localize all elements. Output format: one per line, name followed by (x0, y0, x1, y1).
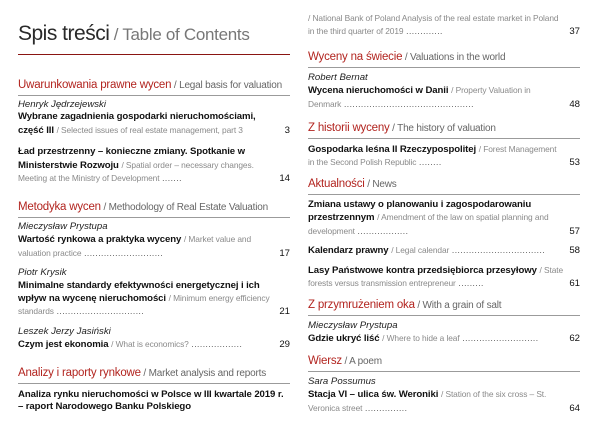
toc-entry[interactable]: Gospodarka leśna II Rzeczypospolitej / Forest Management in the Second Polish Republic ........ 53 (308, 144, 580, 169)
entry-author: Mieczysław Prystupa (18, 221, 108, 232)
section-rule (18, 95, 290, 96)
entry-subtitle: Property Valuation in Denmark (308, 85, 531, 109)
entry-title: Kalendarz prawny (308, 245, 389, 257)
page-title (18, 22, 290, 52)
entry-author: Piotr Krysik (18, 267, 67, 279)
section-heading: Z przymrużeniem oka / With a grain of salt (308, 299, 502, 311)
entry-title: Wartość rynkowa a praktyka wyceny (18, 234, 182, 246)
page-number: 14 (279, 173, 290, 185)
section-heading: Aktualności / News (308, 178, 397, 190)
page-number: 21 (279, 306, 290, 318)
section-methodology (18, 200, 290, 352)
toc-entry[interactable]: Leszek Jerzy Jasiński Czym jest ekonomia / What is economics? .................. 29 (18, 325, 290, 351)
section-news (308, 177, 580, 290)
section-grain-of-salt (308, 298, 580, 346)
toc-entry[interactable]: Henryk Jędrzejewski Wybrane zagadnienia gospodarki nieruchomościami, część III / Selected issues of real estate management, part 3 3 (18, 99, 290, 136)
page-number: 3 (284, 124, 290, 136)
section-heading: Wiersz / A poem (308, 355, 382, 367)
page-number: 53 (569, 157, 580, 169)
entry-author: Sara Possumus (308, 376, 376, 387)
page-number: 61 (569, 278, 580, 290)
toc-entry[interactable]: Piotr Krysik Minimalne standardy efektywności energetycznej i ich wpływ na wycenę nieruchomości / Minimum energy efficiency standards ............................... 21 (18, 267, 290, 318)
entry-subtitle: Market value and valuation practice (18, 234, 252, 258)
entry-title: Lasy Państwowe kontra przedsiębiorca przesyłowy (308, 264, 537, 276)
entry-subtitle: Selected issues of real estate management, part 3 (61, 124, 243, 135)
page-title-pl: Spis treści (18, 22, 110, 45)
entry-title: Zmiana ustawy o planowaniu i zagospodarowaniu przestrzennym (308, 199, 532, 224)
entry-title: Minimalne standardy efektywności energetycznej i ich wpływ na wycenę nieruchomości (18, 279, 260, 305)
section-rule (308, 194, 580, 195)
entry-author: Henryk Jędrzejewski (18, 99, 106, 110)
toc-entry[interactable] (18, 389, 290, 414)
entry-subtitle: Spatial order – necessary changes. Meeting at the Ministry of Development (18, 159, 254, 184)
entry-subtitle: Forest Management in the Second Polish Republic (308, 144, 557, 168)
toc-entry[interactable]: Lasy Państwowe kontra przedsiębiorca przesyłowy / State forests versus transmission entrepreneur ......... 61 (308, 264, 580, 290)
entry-author: Leszek Jerzy Jasiński (18, 325, 111, 337)
entry-title: Analiza rynku nieruchomości w Polsce w III kwartale 2019 r. – raport Narodowego Banku Polskiego (18, 389, 284, 413)
section-heading: Wyceny na świecie / Valuations in the world (308, 51, 506, 63)
entry-subtitle: What is economics? (115, 339, 189, 350)
section-legal-basis (18, 78, 290, 185)
section-poem (308, 354, 580, 415)
toc-entry[interactable]: Kalendarz prawny / Legal calendar ................................. 58 (308, 245, 580, 257)
page-number: 57 (569, 225, 580, 237)
entry-title: Wybrane zagadnienia gospodarki nieruchomościami, część III (18, 111, 256, 136)
continued-entry (308, 12, 580, 39)
toc-entry[interactable]: Robert Bernat Wycena nieruchomości w Danii / Property Valuation in Denmark .............................................. 48 (308, 72, 580, 110)
entry-subtitle: Where to hide a leaf (386, 333, 460, 344)
entry-author: Mieczysław Prystupa (308, 320, 398, 331)
title-separator: / (109, 25, 123, 44)
section-rule (18, 217, 290, 218)
entry-subtitle: National Bank of Poland Analysis of the real estate market in Poland in the third quarter of 2019 (308, 13, 559, 37)
page-number: 29 (279, 339, 290, 351)
toc-entry[interactable]: Zmiana ustawy o planowaniu i zagospodarowaniu przestrzennym / Amendment of the law on spatial planning and development .................. 57 (308, 199, 580, 237)
section-rule (18, 383, 290, 384)
section-rule (308, 138, 580, 139)
page-number: 62 (569, 333, 580, 345)
page-title-en: Table of Contents (122, 25, 250, 44)
section-rule (308, 371, 580, 372)
entry-title: Gospodarka leśna II Rzeczypospolitej (308, 144, 477, 155)
entry-subtitle: Amendment of the law on spatial planning and development (308, 212, 549, 236)
toc-entry[interactable]: Mieczysław Prystupa Wartość rynkowa a praktyka wyceny / Market value and valuation practice ............................ 17 (18, 221, 290, 259)
section-heading: Analizy i raporty rynkowe / Market analysis and reports (18, 367, 267, 379)
section-rule (308, 67, 580, 68)
section-world-valuations (308, 50, 580, 111)
toc-entry[interactable]: Sara Possumus Stacja VI – ulica św. Weroniki / Station of the six cross – St. Veronica street ............... 64 (308, 376, 580, 414)
entry-title: Wycena nieruchomości w Danii (308, 85, 449, 97)
entry-title: Gdzie ukryć liść (308, 333, 380, 345)
entry-subtitle: Legal calendar (395, 245, 450, 256)
section-rule (308, 315, 580, 316)
section-heading: Uwarunkowania prawne wycen / Legal basis for valuation (18, 79, 282, 91)
page-number: 17 (279, 247, 290, 259)
entry-author: Robert Bernat (308, 72, 368, 83)
page-number: 48 (569, 98, 580, 110)
entry-subtitle: State forests versus transmission entrepreneur (308, 264, 564, 289)
section-history (308, 121, 580, 170)
title-rule (18, 54, 290, 55)
section-market-analysis (18, 366, 290, 414)
section-heading: Z historii wyceny / The history of valuation (308, 122, 496, 134)
toc-entry[interactable]: Ład przestrzenny – konieczne zmiany. Spotkanie w Ministerstwie Rozwoju / Spatial order – necessary changes. Meeting at the Ministry of Development ....... 14 (18, 146, 290, 185)
toc-entry[interactable]: / National Bank of Poland Analysis of the real estate market in Poland in the third quarter of 2019 ............. 37 (308, 13, 580, 38)
entry-title: Czym jest ekonomia (18, 339, 109, 351)
entry-title: Stacja VI – ulica św. Weroniki (308, 389, 439, 401)
page-number: 58 (569, 245, 580, 257)
entry-subtitle: Station of the six cross – St. Veronica street (308, 389, 547, 413)
page-number: 64 (569, 402, 580, 414)
entry-subtitle: Minimum energy efficiency standards (18, 293, 270, 317)
toc-entry[interactable]: Mieczysław Prystupa Gdzie ukryć liść / Where to hide a leaf ........................... 62 (308, 320, 580, 345)
entry-title: Ład przestrzenny – konieczne zmiany. Spotkanie w Ministerstwie Rozwoju (18, 146, 245, 171)
page-number: 37 (569, 26, 580, 38)
section-heading: Metodyka wycen / Methodology of Real Estate Valuation (18, 201, 268, 213)
